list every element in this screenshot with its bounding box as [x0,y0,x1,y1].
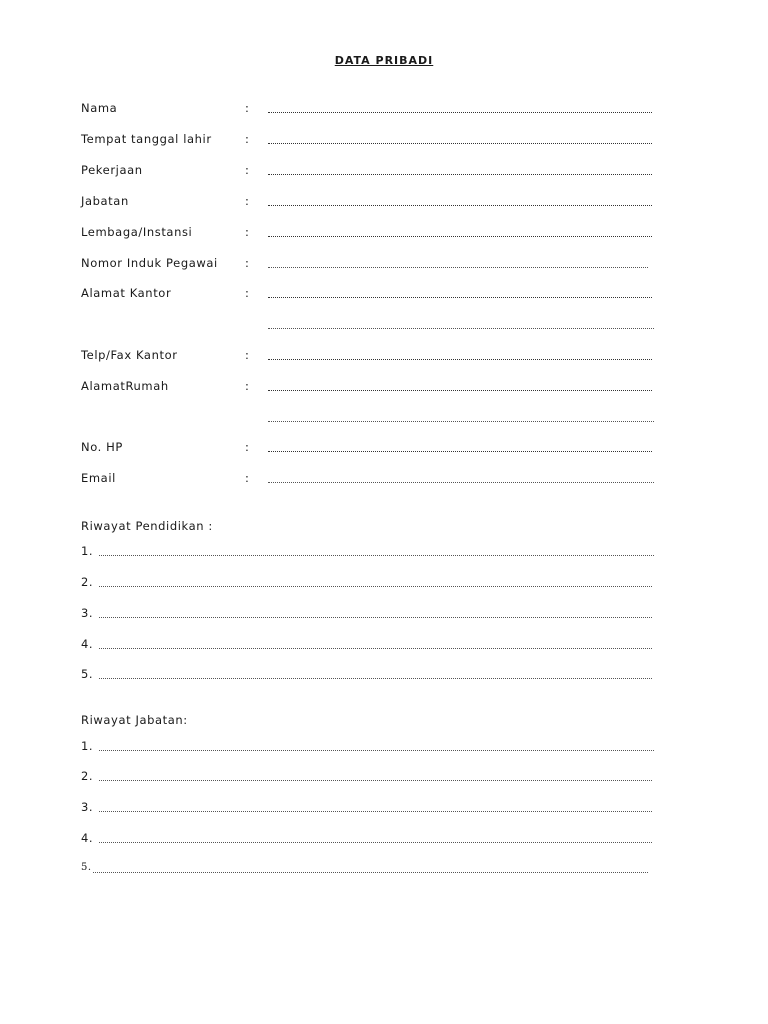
field-colon: : [245,101,250,115]
field-label: Alamat Kantor [81,286,172,300]
fill-line[interactable] [99,678,652,679]
fill-line[interactable] [99,842,652,843]
list-number: 4. [81,637,93,651]
field-colon: : [245,225,250,239]
field-nama [81,100,656,116]
field-label: Telp/Fax Kantor [81,348,178,362]
field-label: Jabatan [81,194,129,208]
jabatan-item [81,799,656,815]
field-label: Tempat tanggal lahir [81,132,212,146]
fill-line[interactable] [99,811,652,812]
field-label: Email [81,471,116,485]
jabatan-item [81,860,656,876]
list-number: 1. [81,739,93,753]
list-number: 1. [81,544,93,558]
field-colon: : [245,163,250,177]
field-no-hp [81,439,656,455]
fill-line[interactable] [268,421,654,422]
field-colon: : [245,256,250,270]
fill-line[interactable] [268,143,652,144]
field-label: No. HP [81,440,123,454]
fill-line[interactable] [268,451,652,452]
field-alamat-kantor [81,285,656,301]
section-heading-pendidikan: Riwayat Pendidikan : [81,519,213,533]
fill-line[interactable] [99,586,652,587]
pendidikan-item [81,543,656,559]
field-label: Nomor Induk Pegawai [81,256,218,270]
field-label: Lembaga/Instansi [81,225,193,239]
fill-line[interactable] [268,359,652,360]
fill-line[interactable] [99,648,652,649]
fill-line[interactable] [268,390,652,391]
fill-line[interactable] [268,328,654,329]
field-colon: : [245,440,250,454]
list-number: 4. [81,831,93,845]
jabatan-item [81,738,656,754]
list-number: 5. [81,667,93,681]
field-colon: : [245,194,250,208]
jabatan-item [81,768,656,784]
fill-line[interactable] [268,112,652,113]
field-label: Pekerjaan [81,163,143,177]
field-colon: : [245,471,250,485]
field-telp-fax-kantor [81,347,656,363]
list-number: 3. [81,606,93,620]
fill-line[interactable] [99,750,654,751]
pendidikan-item [81,666,656,682]
list-number: 2. [81,769,93,783]
fill-line[interactable] [99,617,652,618]
fill-line[interactable] [93,872,648,873]
fill-line[interactable] [268,236,652,237]
field-colon: : [245,286,250,300]
pendidikan-item [81,636,656,652]
field-alamat-kantor-continued [81,316,656,332]
fill-line[interactable] [268,174,652,175]
field-alamat-rumah-continued [81,409,656,425]
section-heading-jabatan: Riwayat Jabatan: [81,713,188,727]
field-email [81,470,656,486]
pendidikan-item [81,605,656,621]
field-lembaga-instansi [81,224,656,240]
fill-line[interactable] [268,297,652,298]
jabatan-item [81,830,656,846]
fill-line[interactable] [268,267,648,268]
fill-line[interactable] [99,780,652,781]
field-colon: : [245,379,250,393]
pendidikan-item [81,574,656,590]
list-number: 2. [81,575,93,589]
field-alamat-rumah [81,378,656,394]
field-nomor-induk-pegawai [81,255,656,271]
field-pekerjaan [81,162,656,178]
list-number: 5. [81,862,92,873]
fill-line[interactable] [268,205,652,206]
field-tempat-tanggal-lahir [81,131,656,147]
document-title: DATA PRIBADI [334,54,434,67]
fill-line[interactable] [268,482,654,483]
field-colon: : [245,348,250,362]
field-label: AlamatRumah [81,379,169,393]
list-number: 3. [81,800,93,814]
field-colon: : [245,132,250,146]
field-jabatan [81,193,656,209]
fill-line[interactable] [99,555,654,556]
field-label: Nama [81,101,118,115]
